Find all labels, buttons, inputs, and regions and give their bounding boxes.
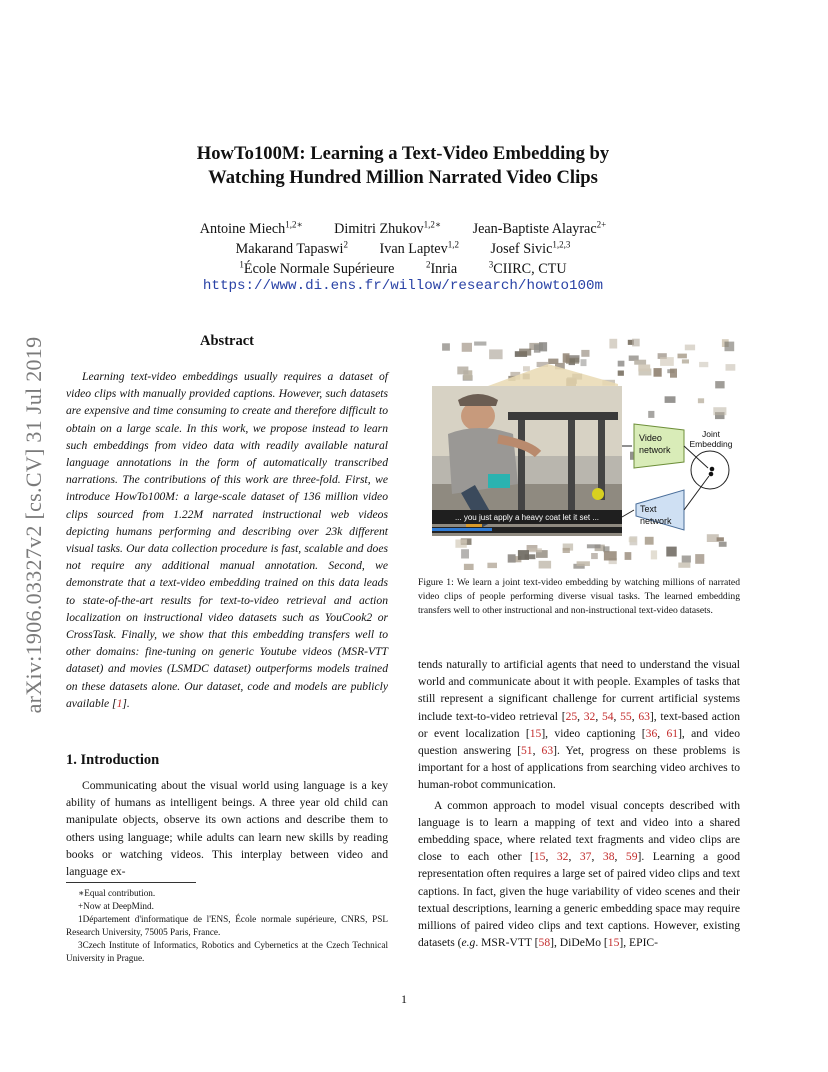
right-column-text: [418, 656, 740, 951]
affiliation-sup: 3: [488, 259, 494, 269]
citation-link[interactable]: 58: [538, 936, 551, 950]
video-thumbnail: [563, 353, 570, 363]
footnote-rule: [66, 882, 196, 883]
footnote: 1Département d'informatique de l'ENS, École normale supérieure, CNRS, PSL Research University, 75005 Paris, France.: [66, 914, 388, 937]
citation-link[interactable]: 54: [601, 709, 614, 723]
video-thumbnail: [678, 354, 687, 359]
figure-1-caption: Figure 1: We learn a joint text-video embedding by watching millions of narrated video clips of people performing diverse visual tasks. The learned embedding transfers well to other instructional and non-instructional text-video datasets.: [418, 577, 740, 616]
video-thumbnail: [725, 342, 735, 352]
video-thumbnail: [713, 407, 726, 415]
authors-row-2: [120, 239, 686, 258]
citation-link[interactable]: 15: [529, 726, 542, 740]
author-sup: 1,2∗: [423, 219, 442, 229]
video-thumbnail: [654, 368, 662, 377]
joint-embedding-label-2: Embedding: [689, 439, 733, 449]
footnote: +Now at DeepMind.: [78, 901, 154, 911]
video-thumbnail: [489, 349, 503, 359]
paragraph-applications: [418, 656, 740, 794]
video-thumbnail: [519, 349, 531, 356]
video-network-label-1: Video: [639, 433, 662, 443]
video-thumbnail: [523, 366, 530, 371]
author: [380, 241, 459, 257]
video-thumbnail: [660, 357, 674, 366]
video-thumbnail: [715, 381, 724, 388]
text-run: ,: [614, 850, 626, 864]
video-thumbnail: [670, 369, 677, 378]
text-run: ], text-based action or event localization [: [418, 709, 741, 740]
italic-run: e.g: [461, 936, 476, 950]
video-thumbnail: [455, 540, 466, 548]
author-name: Antoine Miech: [199, 220, 286, 237]
video-thumbnail: [464, 564, 474, 570]
affiliations: [120, 259, 686, 278]
video-thumbnail: [695, 554, 704, 564]
video-thumbnail: [726, 364, 736, 371]
video-thumbnail: [442, 343, 450, 350]
affiliation: [239, 261, 394, 277]
video-thumbnail: [719, 542, 727, 547]
text-run: ,: [613, 709, 621, 723]
video-thumbnail: [462, 343, 472, 352]
video-thumbnail: [717, 537, 724, 541]
video-thumbnail: [625, 552, 632, 560]
author: [334, 221, 441, 237]
citation-link[interactable]: 1: [116, 696, 123, 710]
author-name: Ivan Laptev: [379, 240, 448, 257]
author-name: Dimitri Zhukov: [334, 220, 424, 237]
affiliation-name: École Normale Supérieure: [243, 260, 395, 277]
title-line-2: Watching Hundred Million Narrated Video Clips: [208, 167, 598, 188]
video-thumbnail: [678, 563, 690, 568]
affiliation-sup: 1: [239, 259, 244, 269]
abstract-text: [66, 368, 388, 712]
video-thumbnail: [666, 547, 676, 557]
abstract-text-body: Learning text-video embeddings usually requires a dataset of video clips with manually provided captions. However, such datasets are expensive and time consuming to create and therefore difficult to obtain on a large scale. In this work, we propose instead to learn such embeddings from video data with readily available natural language annotations in the form of automatically transcribed narrations. The contributions of this work are three-fold. First, we introduce HowTo100M: a large-scale dataset of 136 million video clips sourced from 1.22M narrated instructional web videos depicting humans performing and describing over 23k different visual tasks. Our data collection procedure is fast, scalable and does not require any additional manual annotation. Second, we demonstrate that a text-video embedding trained on this data leads to state-of-the-art results for text-to-video retrieval and action localization on instructional video datasets such as YouCook2 or CrossTask. Finally, we show that this embedding transfers well to other domains: fine-tuning on generic Youtube videos (MSR-VTT dataset) and movies (LSMDC dataset) outperforms models trained on these datasets alone. Our dataset, code and models are publicly available [: [66, 370, 388, 710]
authors-row-1: [120, 219, 686, 238]
video-thumbnail: [548, 359, 558, 364]
video-thumbnail: [461, 549, 469, 558]
affiliation: [426, 261, 457, 277]
joint-embedding-label-1: Joint: [702, 429, 720, 439]
table-top-shape: [508, 412, 618, 420]
author-sup: 2: [343, 239, 348, 249]
video-thumbnail: [474, 342, 486, 346]
text-network-label-2: network: [640, 516, 672, 526]
video-thumbnail: [632, 339, 640, 347]
section-heading-introduction: 1. Introduction: [66, 752, 160, 768]
citation-link[interactable]: 55: [620, 709, 632, 723]
author: [200, 221, 303, 237]
author: [473, 221, 607, 237]
video-thumbnail: [528, 548, 542, 552]
text-run: ], EPIC-: [619, 936, 659, 950]
figure-1-illustration: [418, 334, 740, 570]
video-thumbnail: [563, 548, 570, 553]
citation-link[interactable]: 15: [607, 936, 620, 950]
video-thumbnail: [587, 544, 601, 548]
video-thumbnail: [609, 339, 617, 349]
video-thumbnail: [629, 537, 637, 542]
citation-link[interactable]: 51: [520, 744, 533, 758]
video-thumbnail: [682, 359, 689, 363]
footnotes: [66, 887, 388, 965]
footnote: 3Czech Institute of Informatics, Robotics and Cybernetics at the Czech Technical University in Prague.: [66, 940, 388, 963]
abstract-text-end: ].: [122, 696, 130, 710]
tape-roll-shape: [592, 488, 604, 500]
text-run: ]. Learning a good representation often requires a large set of paired video clips and text captions. In fact, given the huge variability of video scenes and their textual descriptions, learning a generic embedding space may require millions of paired video clips and text captions. However, existing datasets (: [418, 850, 741, 950]
table-leg-shape: [518, 420, 525, 510]
citation-link[interactable]: 63: [541, 744, 554, 758]
affiliation: [489, 261, 567, 277]
video-thumbnail: [665, 396, 676, 403]
text-run: tends naturally to artificial agents that need to understand the visual world and communicate about it with people. Examples of tasks that still represent a significant challenge for current artificial systems include text-to-video retrieval [: [418, 658, 740, 723]
video-thumbnail: [618, 371, 624, 376]
embedding-point: [710, 467, 715, 472]
author: [491, 241, 571, 257]
video-thumbnail: [638, 365, 650, 372]
text-run: ], DiDeMo [: [550, 936, 608, 950]
text-run: A common approach to model visual concepts described with language is to learn a mapping of text and video into a shared embedding space, where related text fragments and video clips are close to each other [: [418, 798, 740, 864]
affiliation-name: Inria: [430, 260, 458, 277]
abstract-heading: Abstract: [200, 333, 254, 349]
author-sup: 1,2∗: [285, 219, 303, 229]
citation-link[interactable]: 15: [533, 850, 546, 864]
cloth-shape: [488, 474, 510, 488]
table-leg-shape: [598, 420, 605, 500]
author-name: Jean-Baptiste Alayrac: [472, 220, 597, 237]
video-thumbnail: [651, 550, 657, 559]
title-line-1: HowTo100M: Learning a Text-Video Embedding by: [196, 143, 610, 164]
text-run: ]. Yet, progress on these problems is important for a host of applications from searching video archives to human-robot communication.: [418, 744, 740, 792]
video-thumbnail: [698, 398, 704, 403]
citation-link[interactable]: 61: [666, 726, 679, 740]
text-run: ,: [657, 726, 667, 740]
paper-title: [120, 142, 686, 190]
video-thumbnail: [645, 537, 654, 545]
text-run: . MSR-VTT [: [475, 936, 539, 950]
intro-paragraph: Communicating about the visual world using language is a key ability of humans as intelligent beings. A three year old child can manipulate objects, observe its own actions and describe them to others using language; while adults can learn new skills by reading books or watching videos. This interplay between video and language ex-: [66, 779, 388, 879]
affiliation-name: CIIRC, CTU: [493, 260, 567, 277]
citation-link[interactable]: 37: [579, 850, 592, 864]
text-run: ,: [577, 709, 584, 723]
author-name: Makarand Tapaswi: [235, 240, 344, 257]
affiliation-sup: 2: [425, 259, 431, 269]
arxiv-stamp-text: arXiv:1906.03327v2 [cs.CV] 31 Jul 2019: [21, 336, 46, 714]
author: [236, 241, 348, 257]
text-run: ,: [545, 850, 557, 864]
video-thumbnail: [685, 345, 695, 351]
video-thumbnail: [518, 550, 529, 560]
citation-link[interactable]: 36: [645, 726, 658, 740]
text-run: ], video captioning [: [541, 726, 646, 740]
arxiv-stamp: [12, 300, 56, 750]
project-url-link[interactable]: https://www.di.ens.fr/willow/research/howto100m: [202, 278, 604, 294]
video-frame: [432, 386, 622, 536]
author-sup: 2+: [596, 219, 607, 229]
author-name: Josef Sivic: [490, 240, 553, 257]
citation-link[interactable]: 38: [602, 850, 615, 864]
video-thumbnail: [539, 561, 552, 569]
figure-1: [418, 334, 740, 570]
subtitle-text: ... you just apply a heavy coat let it set ...: [454, 513, 600, 522]
text-run: ], and video question answering [: [418, 726, 740, 758]
video-thumbnail: [577, 561, 590, 566]
author-sup: 1,2: [447, 239, 459, 249]
video-thumbnail: [508, 554, 516, 562]
citation-link[interactable]: 32: [583, 709, 596, 723]
video-progress-fill: [432, 528, 492, 531]
video-thumbnail: [604, 551, 617, 560]
text-run: ,: [631, 709, 639, 723]
video-thumbnail: [457, 367, 468, 375]
text-run: ,: [568, 850, 580, 864]
video-thumbnail: [634, 360, 646, 365]
subtitle-to-text-network-arrow: [622, 510, 634, 517]
video-thumbnail: [699, 362, 708, 367]
text-run: ,: [591, 850, 603, 864]
video-thumbnail: [581, 359, 587, 366]
embedding-point: [709, 472, 714, 477]
citation-link[interactable]: 59: [625, 850, 638, 864]
text-run: ,: [532, 744, 542, 758]
video-network-label-2: network: [639, 445, 671, 455]
page-number: 1: [401, 992, 407, 1006]
citation-link[interactable]: 63: [638, 709, 650, 723]
table-leg-shape: [568, 420, 575, 510]
paragraph-common-approach: [418, 797, 740, 952]
author-sup: 1,2,3: [552, 239, 571, 249]
video-thumbnail: [591, 553, 598, 559]
citation-link[interactable]: 25: [565, 709, 578, 723]
video-thumbnail: [539, 342, 547, 351]
text-run: ,: [595, 709, 602, 723]
video-thumbnail: [648, 411, 654, 418]
video-thumbnail: [618, 361, 625, 367]
footnote: ∗Equal contribution.: [78, 888, 156, 898]
video-thumbnail: [487, 563, 497, 568]
video-thumbnail: [581, 350, 589, 357]
citation-link[interactable]: 32: [556, 850, 569, 864]
text-network-label-1: Text: [640, 504, 657, 514]
video-thumbnail: [682, 556, 691, 563]
